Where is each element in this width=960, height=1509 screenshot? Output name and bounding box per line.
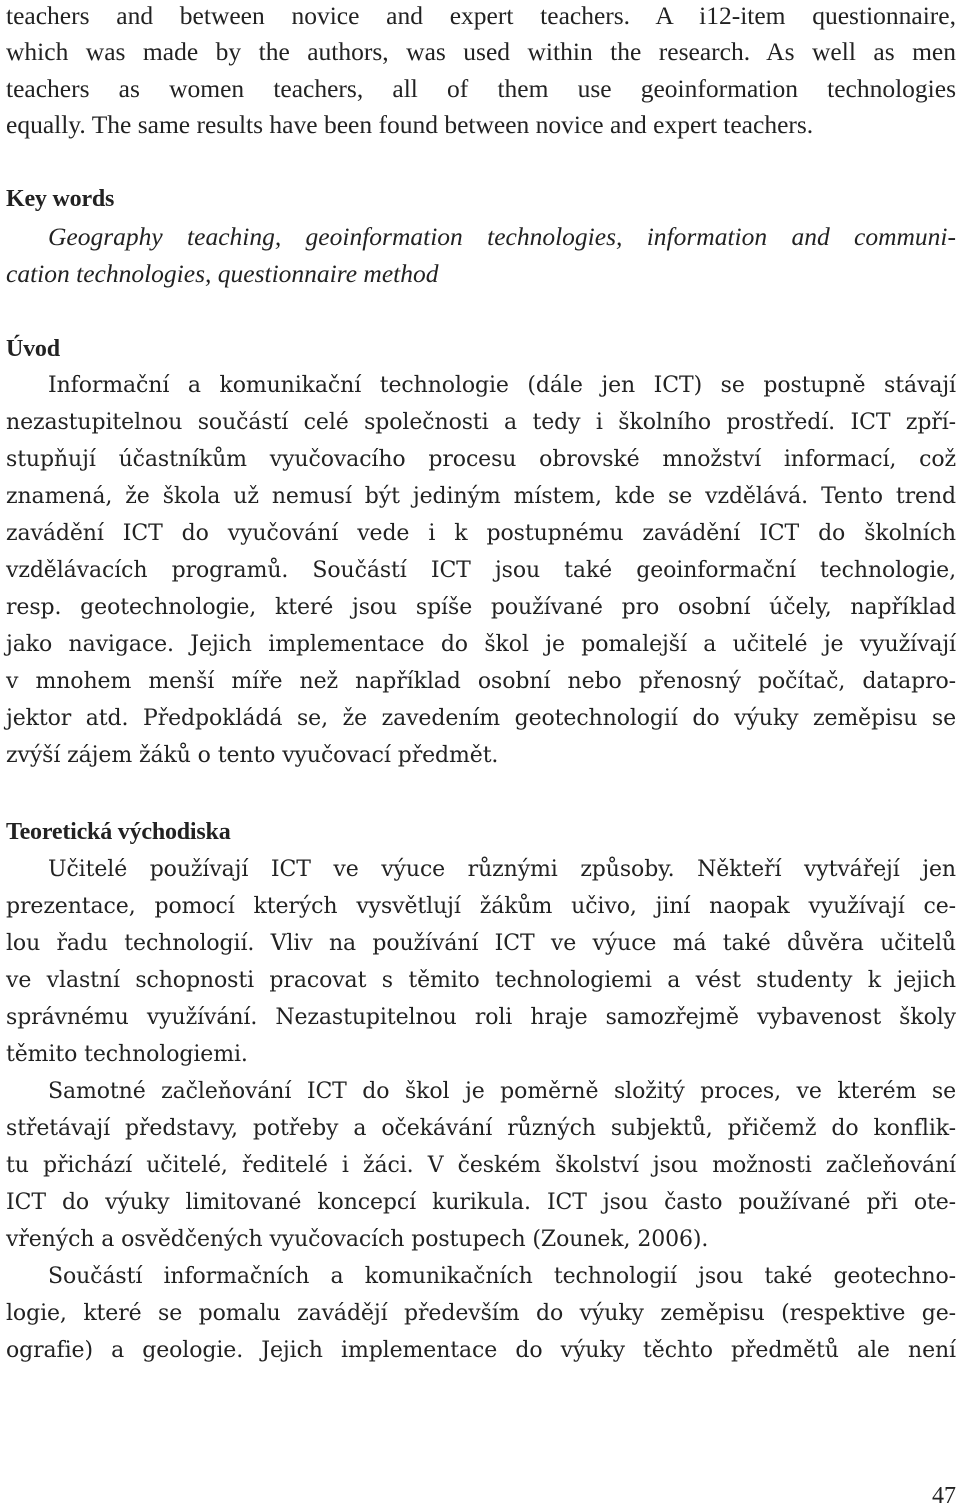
uvod-line: zavádění ICT do vyučování vede i k postupnému zavádění ICT do školních	[6, 521, 956, 546]
keywords-line: Geography teaching, geoinformation technologies, information and communi-	[48, 222, 956, 251]
uvod-line: Informační a komunikační technologie (dále jen ICT) se postupně stávají	[48, 373, 956, 398]
page-number: 47	[932, 1483, 956, 1509]
abstract-line: teachers and between novice and expert teachers. A i12-item questionnaire,	[6, 1, 956, 30]
teoreticka-line: ve vlastní schopnosti pracovat s těmito technologiemi a vést studenty k jejich	[6, 968, 956, 993]
uvod-line: zvýší zájem žáků o tento vyučovací předmět.	[6, 743, 499, 768]
teoreticka-line: Součástí informačních a komunikačních technologií jsou také geotechno-	[48, 1264, 956, 1289]
uvod-line: resp. geotechnologie, které jsou spíše používané pro osobní účely, například	[6, 595, 956, 620]
abstract-line: which was made by the authors, was used within the research. As well as men	[6, 37, 956, 66]
teoreticka-line: Učitelé používají ICT ve výuce různými způsoby. Někteří vytvářejí jen	[48, 857, 956, 882]
uvod-line: jektor atd. Předpokládá se, že zavedením geotechnologií do výuky zeměpisu se	[6, 706, 956, 731]
teoreticka-line: ICT do výuky limitované koncepcí kurikula. ICT jsou často používané při ote-	[6, 1190, 956, 1215]
keywords-line: cation technologies, questionnaire method	[6, 259, 439, 288]
teoreticka-line: střetávají představy, potřeby a očekávání různých subjektů, přičemž do konflik-	[6, 1116, 956, 1141]
teoreticka-line: tu přichází učitelé, ředitelé i žáci. V českém školství jsou možnosti začleňování	[6, 1153, 956, 1178]
teoreticka-heading: Teoretická východiska	[6, 819, 231, 845]
abstract-line: equally. The same results have been found between novice and expert teachers.	[6, 110, 814, 139]
teoreticka-line: lou řadu technologií. Vliv na používání ICT ve výuce má také důvěra učitelů	[6, 931, 956, 956]
teoreticka-line: vřených a osvědčených vyučovacích postupech (Zounek, 2006).	[6, 1227, 709, 1252]
uvod-heading: Úvod	[6, 336, 60, 362]
abstract-line: teachers as women teachers, all of them use geoinformation technologies	[6, 74, 956, 103]
teoreticka-line: logie, které se pomalu zavádějí především do výuky zeměpisu (respektive ge-	[6, 1301, 956, 1326]
teoreticka-line: ografie) a geologie. Jejich implementace do výuky těchto předmětů ale není	[6, 1338, 956, 1363]
teoreticka-line: Samotné začleňování ICT do škol je poměrně složitý proces, ve kterém se	[48, 1079, 956, 1104]
uvod-line: stupňují účastníkům vyučovacího procesu obrovské množství informací, což	[6, 447, 956, 472]
teoreticka-line: správnému využívání. Nezastupitelnou roli hraje samozřejmě vybavenost školy	[6, 1005, 956, 1030]
teoreticka-line: prezentace, pomocí kterých vysvětlují žákům učivo, jiní naopak využívají ce-	[6, 894, 956, 919]
uvod-line: vzdělávacích programů. Součástí ICT jsou také geoinformační technologie,	[6, 558, 956, 583]
keywords-heading: Key words	[6, 186, 115, 212]
uvod-line: nezastupitelnou součástí celé společnosti a tedy i školního prostředí. ICT zpří-	[6, 410, 956, 435]
uvod-line: v mnohem menší míře než například osobní nebo přenosný počítač, datapro-	[6, 669, 956, 694]
uvod-line: jako navigace. Jejich implementace do škol je pomalejší a učitelé je využívají	[6, 632, 956, 657]
teoreticka-line: těmito technologiemi.	[6, 1042, 248, 1067]
uvod-line: znamená, že škola už nemusí být jediným místem, kde se vzdělává. Tento trend	[6, 484, 956, 509]
